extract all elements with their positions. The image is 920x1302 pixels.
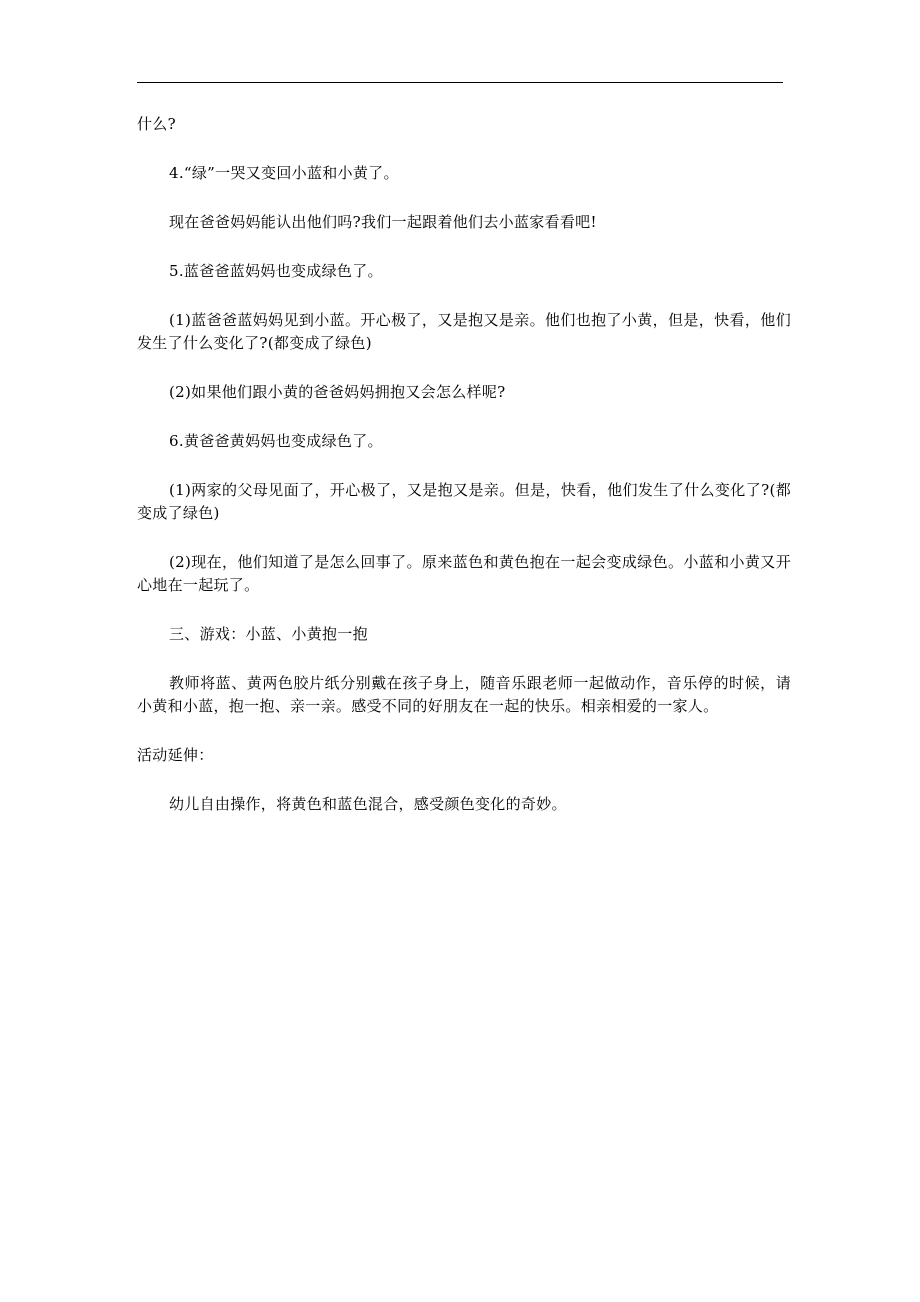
paragraph-continuation: 什么? — [137, 115, 176, 133]
section-heading-game: 三、游戏：小蓝、小黄抱一抱 — [169, 625, 368, 643]
paragraph-step-6: 6.黄爸爸黄妈妈也变成绿色了。 — [169, 432, 383, 450]
paragraph-step-5-1: (1)蓝爸爸蓝妈妈见到小蓝。开心极了，又是抱又是亲。他们也抱了小黄，但是，快看，他们发生了什么变化了?(都变成了绿色) — [137, 311, 791, 352]
paragraph-step-5-2: (2)如果他们跟小黄的爸爸妈妈拥抱又会怎么样呢? — [169, 383, 506, 401]
document-body — [137, 113, 791, 842]
paragraph-step-4: 4.“绿”一哭又变回小蓝和小黄了。 — [169, 164, 399, 182]
paragraph-step-5: 5.蓝爸爸蓝妈妈也变成绿色了。 — [169, 262, 383, 280]
paragraph-game-description: 教师将蓝、黄两色胶片纸分别戴在孩子身上，随音乐跟老师一起做动作，音乐停的时候，请小黄和小蓝，抱一抱、亲一亲。感受不同的好朋友在一起的快乐。相亲相爱的一家人。 — [137, 674, 791, 715]
header-rule — [137, 82, 783, 83]
section-heading-extension: 活动延伸： — [137, 746, 214, 764]
paragraph-extension: 幼儿自由操作，将黄色和蓝色混合，感受颜色变化的奇妙。 — [169, 795, 567, 813]
paragraph-step-6-2: (2)现在，他们知道了是怎么回事了。原来蓝色和黄色抱在一起会变成绿色。小蓝和小黄又开心地在一起玩了。 — [137, 553, 791, 594]
paragraph-question: 现在爸爸妈妈能认出他们吗?我们一起跟着他们去小蓝家看看吧! — [169, 213, 597, 231]
paragraph-step-6-1: (1)两家的父母见面了，开心极了，又是抱又是亲。但是，快看，他们发生了什么变化了?(都变成了绿色) — [137, 481, 791, 522]
